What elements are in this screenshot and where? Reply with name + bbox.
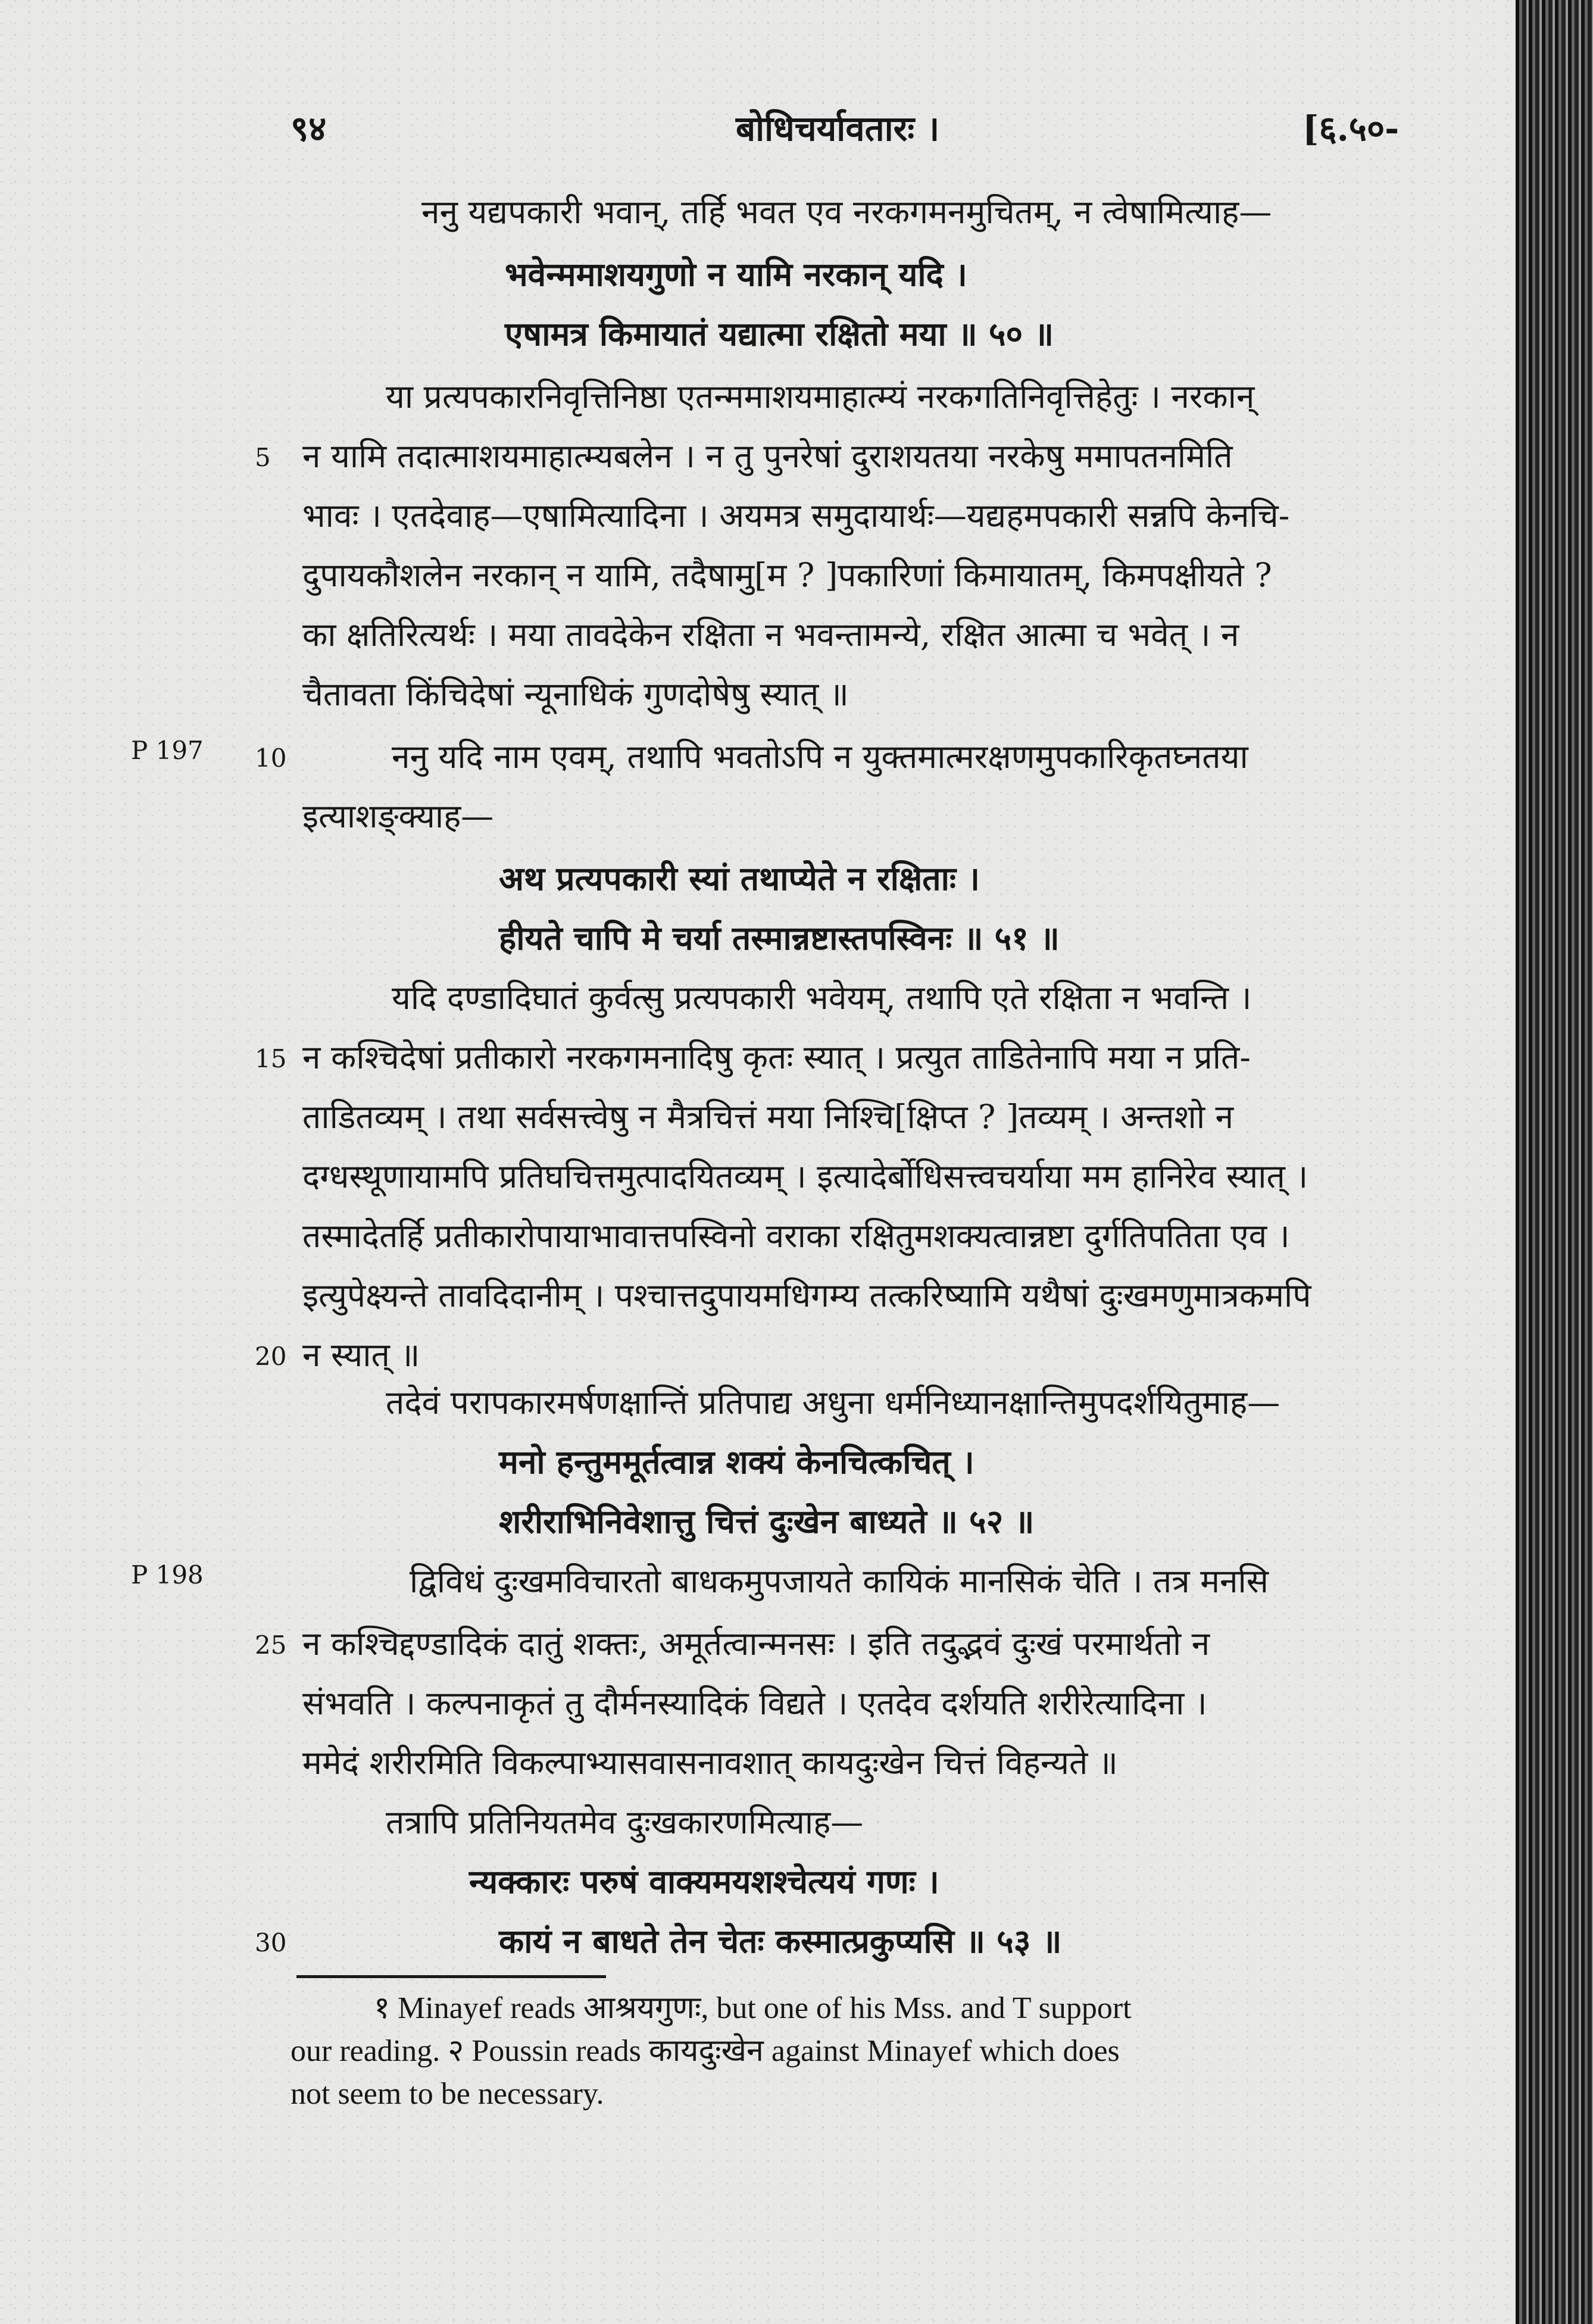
text-line-25: न कश्चिद्दण्डादिकं दातुं शक्तः, अमूर्तत्वान्मनसः । इति तदुद्भवं दुःखं परमार्थतो न: [302, 1625, 1210, 1663]
verse-53-line-2: कायं न बाधते तेन चेतः कस्मात्प्रकुप्यसि ॥ ५३ ॥: [499, 1922, 1062, 1960]
text-line-14: यदि दण्डादिघातं कुर्वत्सु प्रत्यपकारी भवेयम्, तथापि एते रक्षिता न भवन्ति ।: [392, 979, 1252, 1017]
verse-51-line-1: अथ प्रत्यपकारी स्यां तथाप्येते न रक्षिताः ।: [499, 859, 980, 898]
footnote-line-2: our reading. २ Poussin reads कायदुःखेन against Minayef which does: [291, 2034, 1120, 2068]
line-number-20: 20: [255, 1342, 287, 1371]
text-line-28: तत्रापि प्रतिनियतमेव दुःखकारणमित्याह—: [386, 1803, 864, 1841]
verse-52-line-2: शरीराभिनिवेशात्तु चित्तं दुःखेन बाध्यते ॥ ५२ ॥: [499, 1502, 1035, 1541]
line-number-15: 15: [255, 1044, 287, 1073]
line-number-25: 25: [255, 1630, 287, 1660]
text-line-9: चैतावता किंचिदेषां न्यूनाधिकं गुणदोषेषु स्यात् ॥: [302, 675, 849, 713]
verse-53-line-1: न्यक्कारः परुषं वाक्यमयशश्चेत्ययं गणः ।: [469, 1862, 939, 1901]
verse-50-line-1: भवेन्ममाशयगुणो न यामि नरकान् यदि ।: [505, 255, 967, 293]
text-line-18: तस्मादेतर्हि प्रतीकारोपायाभावात्तपस्विनो वराका रक्षितुमशक्यत्वान्नष्टा दुर्गतिपतिता एव ।: [302, 1217, 1290, 1255]
text-line-27: ममेदं शरीरमिति विकल्पाभ्यासवासनावशात् कायदुःखेन चित्तं विहन्यते ॥: [302, 1744, 1118, 1782]
verse-51-line-2: हीयते चापि मे चर्या तस्मान्नष्टास्तपस्विनः ॥ ५१ ॥: [499, 919, 1060, 957]
text-line-21: तदेवं परापकारमर्षणक्षान्तिं प्रतिपाद्य अधुना धर्मनिध्यानक्षान्तिमुपदर्शयितुमाह—: [386, 1383, 1280, 1422]
text-line-7: दुपायकौशलेन नरकान् न यामि, तदैषामु[म ? ]पकारिणां किमायातम्, किमपक्षीयते ?: [302, 556, 1272, 594]
verse-52-line-1: मनो हन्तुममूर्तत्वान्न शक्यं केनचित्कचित् ।: [499, 1442, 974, 1481]
text-line-20: न स्यात् ॥: [302, 1336, 420, 1374]
text-line-15: न कश्चिदेषां प्रतीकारो नरकगमनादिषु कृतः स्यात् । प्रत्युत ताडितेनापि मया न प्रति-: [302, 1038, 1251, 1076]
text-line-24: द्विविधं दुःखमविचारतो बाधकमुपजायते कायिकं मानसिकं चेति । तत्र मनसि: [410, 1562, 1269, 1600]
text-line-6: भावः । एतदेवाह—एषामित्यादिना । अयमत्र समुदायार्थः—यद्यहमपकारी सन्नपि केनचि-: [302, 496, 1290, 535]
text-line-11: इत्याशङ्क्याह—: [302, 797, 494, 835]
page-ref-197: P 197: [131, 736, 204, 765]
line-number-5: 5: [255, 443, 271, 472]
header-title: बोधिचर्यावतारः ।: [736, 108, 940, 149]
text-line-1: ननु यद्यपकारी भवान्, तर्हि भवत एव नरकगमनमुचितम्, न त्वेषामित्याह—: [421, 193, 1272, 231]
header-section-ref: [६.५०-: [1302, 108, 1400, 149]
verse-50-line-2: एषामत्र किमायातं यद्यात्मा रक्षितो मया ॥ ५० ॥: [505, 314, 1054, 353]
text-line-10: ननु यदि नाम एवम्, तथापि भवतोऽपि न युक्तमात्मरक्षणमुपकारिकृतघ्नतया: [392, 738, 1248, 776]
text-line-5: न यामि तदात्माशयमाहात्म्यबलेन । न तु पुनरेषां दुराशयतया नरकेषु ममापतनमिति: [302, 437, 1233, 475]
text-line-19: इत्युपेक्ष्यन्ते तावदिदानीम् । पश्चात्तदुपायमधिगम्य तत्करिष्यामि यथैषां दुःखमणुमात्रकमपि: [302, 1276, 1311, 1314]
text-line-4: या प्रत्यपकारनिवृत्तिनिष्ठा एतन्ममाशयमाहात्म्यं नरकगतिनिवृत्तिहेतुः । नरकान्: [386, 377, 1255, 416]
footnote-rule: [296, 1975, 606, 1978]
line-number-30: 30: [255, 1928, 287, 1957]
text-line-16: ताडितव्यम् । तथा सर्वसत्त्वेषु न मैत्रचित्तं मया निश्चि[क्षिप्त ? ]तव्यम् । अन्तशो न: [302, 1098, 1234, 1136]
header-page-number: ९४: [291, 108, 327, 149]
text-line-8: का क्षतिरित्यर्थः । मया तावदेकेन रक्षिता न भवन्तामन्ये, रक्षित आत्मा च भवेत् । न: [302, 616, 1239, 654]
line-number-10: 10: [255, 744, 287, 773]
page-edge-shadow: [1516, 0, 1593, 2324]
footnote-line-1: १ Minayef reads आश्रयगुणः, but one of his Mss. and T support: [374, 1991, 1132, 2025]
text-line-17: दग्धस्थूणायामपि प्रतिघचित्तमुत्पादयितव्यम् । इत्यादेर्बोधिसत्त्वचर्याया मम हानिरेव स्यात् ।: [302, 1157, 1308, 1195]
page-ref-198: P 198: [131, 1560, 204, 1589]
footnote-line-3: not seem to be necessary.: [291, 2077, 604, 2111]
text-line-26: संभवति । कल्पनाकृतं तु दौर्मनस्यादिकं विद्यते । एतदेव दर्शयति शरीरेत्यादिना ।: [302, 1684, 1207, 1722]
